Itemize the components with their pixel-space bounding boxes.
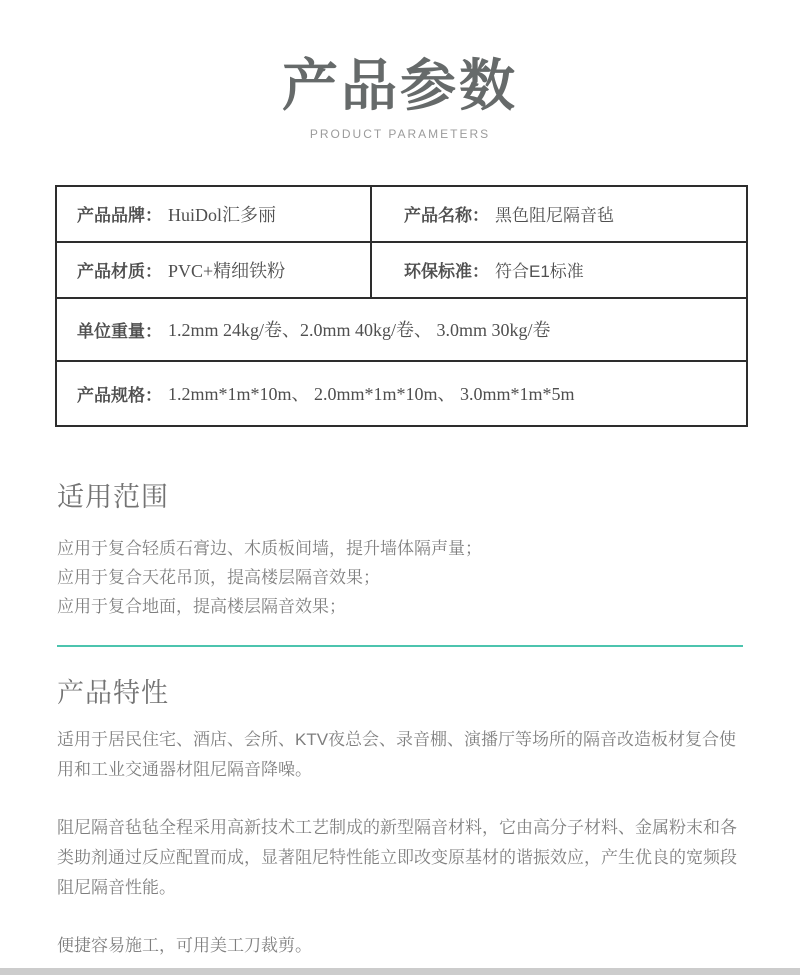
spec-value-name: 黑色阻尼隔音毡 <box>495 206 614 226</box>
page-header <box>0 0 800 141</box>
spec-value-brand: HuiDol汇多丽 <box>168 204 276 225</box>
features-paragraph-material: 阻尼隔音毡毡全程采用高新技术工艺制成的新型隔音材料，它由高分子材料、金属粉末和各类助剂通过反应配置而成，显著阻尼特性能立即改变原基材的谐振效应，产生优良的宽频段阻尼隔音性能。 <box>57 817 737 897</box>
spec-cell-product-size <box>57 362 746 425</box>
features-body <box>57 725 743 961</box>
features-section <box>57 671 743 961</box>
page-title: 产品参数 <box>282 54 518 117</box>
scope-line-floor: 应用于复合地面，提高楼层隔音效果； <box>57 596 346 616</box>
page-subtitle: PRODUCT PARAMETERS <box>309 126 491 141</box>
spec-cell-brand <box>57 187 372 241</box>
spec-value-eco-standard: 符合E1标准 <box>495 262 584 282</box>
teal-divider <box>57 645 743 647</box>
spec-value-unit-weight: 1.2mm 24kg/卷、2.0mm 40kg/卷、 3.0mm 30kg/卷 <box>168 320 551 341</box>
spec-cell-unit-weight <box>57 299 746 360</box>
spec-row-brand-name <box>57 187 746 243</box>
spec-row-unit-weight <box>57 299 746 362</box>
features-paragraph-usage: 适用于居民住宅、酒店、会所、KTV夜总会、录音棚、演播厅等场所的隔音改造板材复合使用和工业交通器材阻尼隔音降噪。 <box>57 729 737 779</box>
spec-label-brand: 产品品牌： <box>77 206 162 226</box>
features-heading: 产品特性 <box>57 677 169 708</box>
spec-cell-name <box>372 187 746 241</box>
features-paragraph-installation: 便捷容易施工，可用美工刀裁剪。 <box>57 935 312 955</box>
scope-line-walls: 应用于复合轻质石膏边、木质板间墙，提升墙体隔声量； <box>57 538 482 558</box>
spec-label-material: 产品材质： <box>77 262 162 282</box>
scope-lines <box>57 534 743 621</box>
spec-label-unit-weight: 单位重量： <box>77 321 162 341</box>
spec-label-eco-standard: 环保标准： <box>404 262 489 282</box>
spec-row-product-size <box>57 362 746 425</box>
scope-line-ceiling: 应用于复合天花吊顶，提高楼层隔音效果； <box>57 567 380 587</box>
spec-row-material-eco <box>57 243 746 299</box>
scope-section <box>57 475 743 621</box>
spec-label-product-size: 产品规格： <box>77 385 162 405</box>
spec-cell-eco-standard <box>372 243 746 297</box>
spec-value-product-size: 1.2mm*1m*10m、 2.0mm*1m*10m、 3.0mm*1m*5m <box>168 384 575 405</box>
spec-label-name: 产品名称： <box>404 206 489 226</box>
spec-table <box>55 185 748 427</box>
spec-cell-material <box>57 243 372 297</box>
scope-heading: 适用范围 <box>57 481 169 512</box>
bottom-bar <box>0 968 800 975</box>
spec-value-material: PVC+精细铁粉 <box>168 260 286 281</box>
